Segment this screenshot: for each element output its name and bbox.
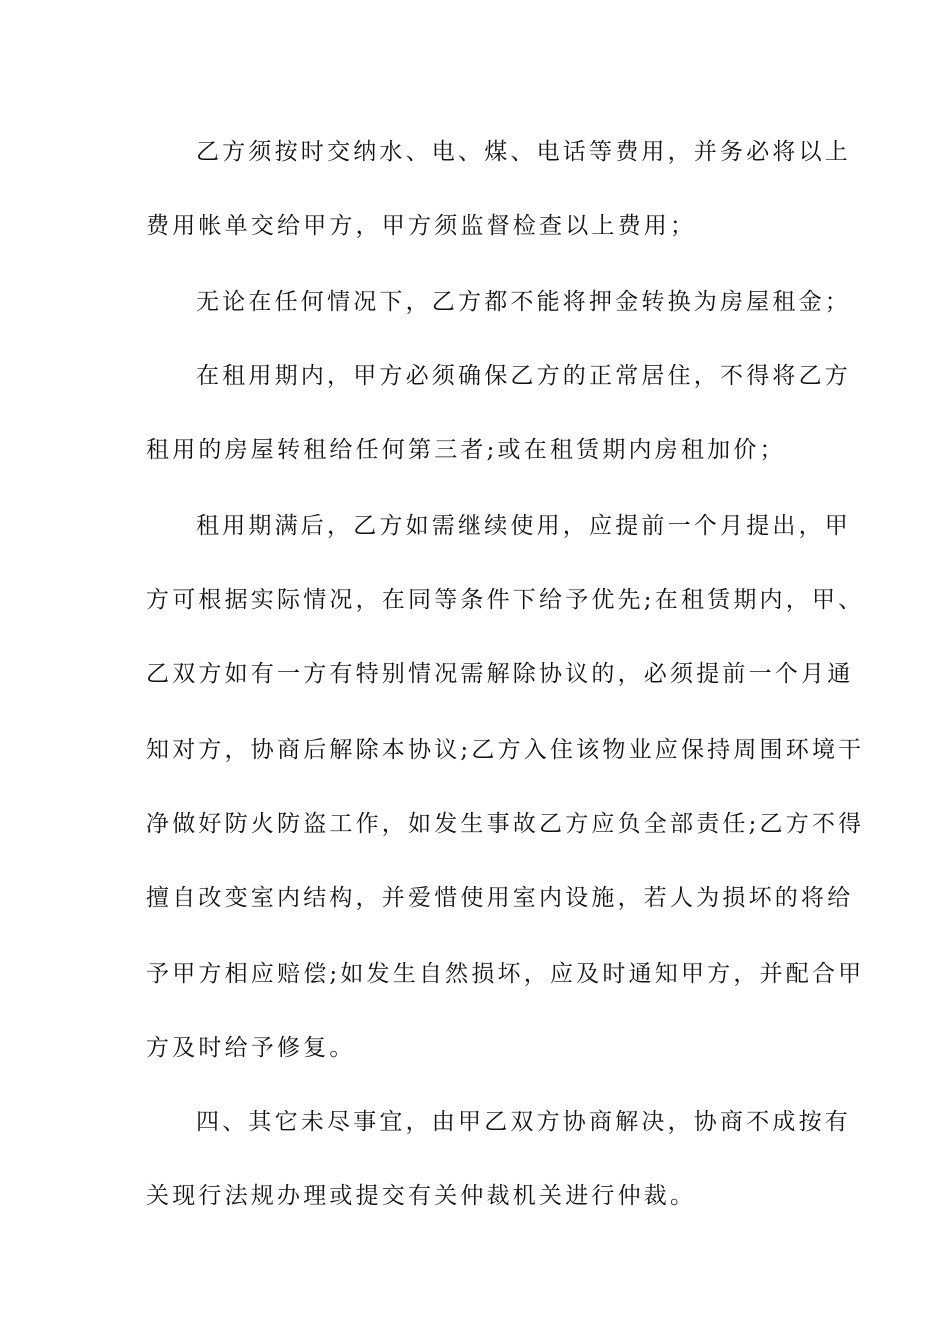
text-line: 予甲方相应赔偿;如发生自然损坏，应及时通知甲方，并配合甲 (146, 961, 865, 987)
text-line: 方可根据实际情况，在同等条件下给予优先;在租赁期内，甲、 (146, 587, 865, 613)
text-line: 方及时给予修复。 (146, 1035, 356, 1061)
text-line: 知对方，协商后解除本协议;乙方入住该物业应保持周围环境干 (146, 737, 865, 763)
text-line: 四、其它未尽事宜，由甲乙双方协商解决，协商不成按有 (196, 1109, 851, 1135)
text-line: 在租用期内，甲方必须确保乙方的正常居住，不得将乙方 (196, 363, 851, 389)
text-line: 费用帐单交给甲方，甲方须监督检查以上费用； (146, 213, 697, 239)
text-line: 乙方须按时交纳水、电、煤、电话等费用，并务必将以上 (196, 139, 851, 165)
text-line: 无论在任何情况下，乙方都不能将押金转换为房屋租金； (196, 289, 851, 315)
text-line: 租用期满后，乙方如需继续使用，应提前一个月提出，甲 (196, 513, 851, 539)
text-line: 净做好防火防盗工作，如发生事故乙方应负全部责任;乙方不得 (146, 811, 865, 837)
text-line: 关现行法规办理或提交有关仲裁机关进行仲裁。 (146, 1183, 697, 1209)
text-line: 擅自改变室内结构，并爱惜使用室内设施，若人为损坏的将给 (146, 885, 854, 911)
text-line: 乙双方如有一方有特别情况需解除协议的，必须提前一个月通 (146, 661, 854, 687)
text-line: 租用的房屋转租给任何第三者;或在租赁期内房租加价； (146, 437, 786, 463)
